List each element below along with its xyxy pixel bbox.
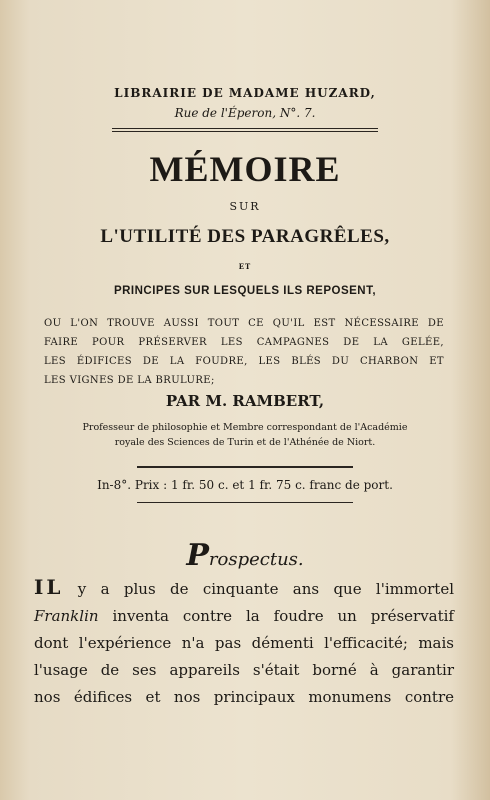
author-credentials-line: Professeur de philosophie et Membre correspondant de l'Académie: [82, 422, 408, 433]
price-rule-top: [137, 466, 353, 468]
description-block: [44, 314, 444, 390]
description-line: LES VIGNES DE LA BRULURE;: [44, 375, 215, 386]
author-credentials: [0, 420, 490, 450]
publisher-address: Rue de l'Éperon, N°. 7.: [174, 106, 316, 120]
description-line: OU L'ON TROUVE AUSSI TOUT CE QU'IL EST NÉCESSAIRE DE: [44, 318, 444, 329]
principes-line: PRINCIPES SUR LESQUELS ILS REPOSENT,: [113, 285, 377, 297]
description-line: FAIRE POUR PRÉSERVER LES CAMPAGNES DE LA GELÉE,: [44, 337, 444, 348]
author-name: PAR M. RAMBERT,: [165, 392, 325, 410]
publisher-name: LIBRAIRIE DE MADAME HUZARD,: [114, 86, 376, 100]
price-line: In-8°. Prix : 1 fr. 50 c. et 1 fr. 75 c. franc de port.: [97, 478, 393, 492]
main-title: MÉMOIRE: [149, 149, 341, 189]
title-et: ET: [238, 262, 252, 271]
body-line: nos édifices et nos principaux monumens contre: [34, 688, 454, 706]
top-rule-double: [112, 131, 378, 132]
body-line: l'usage de ses appareils s'était borné à garantir: [34, 661, 454, 679]
title-sur: SUR: [229, 200, 261, 213]
body-line: IL y a plus de cinquante ans que l'immortel: [34, 575, 454, 599]
body-text: [34, 574, 454, 711]
body-line: Franklin inventa contre la foudre un préservatif: [34, 607, 454, 625]
franklin-italic: Franklin: [34, 607, 99, 625]
prospectus-heading: [0, 538, 490, 573]
author-credentials-line: royale des Sciences de Turin et de l'Athénée de Niort.: [114, 437, 376, 448]
top-rule: [112, 128, 378, 129]
description-line: LES ÉDIFICES DE LA FOUDRE, LES BLÉS DU CHARBON ET: [44, 356, 444, 367]
drop-cap: IL: [34, 575, 64, 599]
body-line: dont l'expérience n'a pas démenti l'efficacité; mais: [34, 634, 454, 652]
prospectus-rest: rospectus.: [208, 549, 304, 570]
price-rule-bottom: [137, 502, 353, 503]
subtitle: L'UTILITÉ DES PARAGRÊLES,: [100, 226, 390, 247]
prospectus-initial: P: [186, 538, 209, 573]
